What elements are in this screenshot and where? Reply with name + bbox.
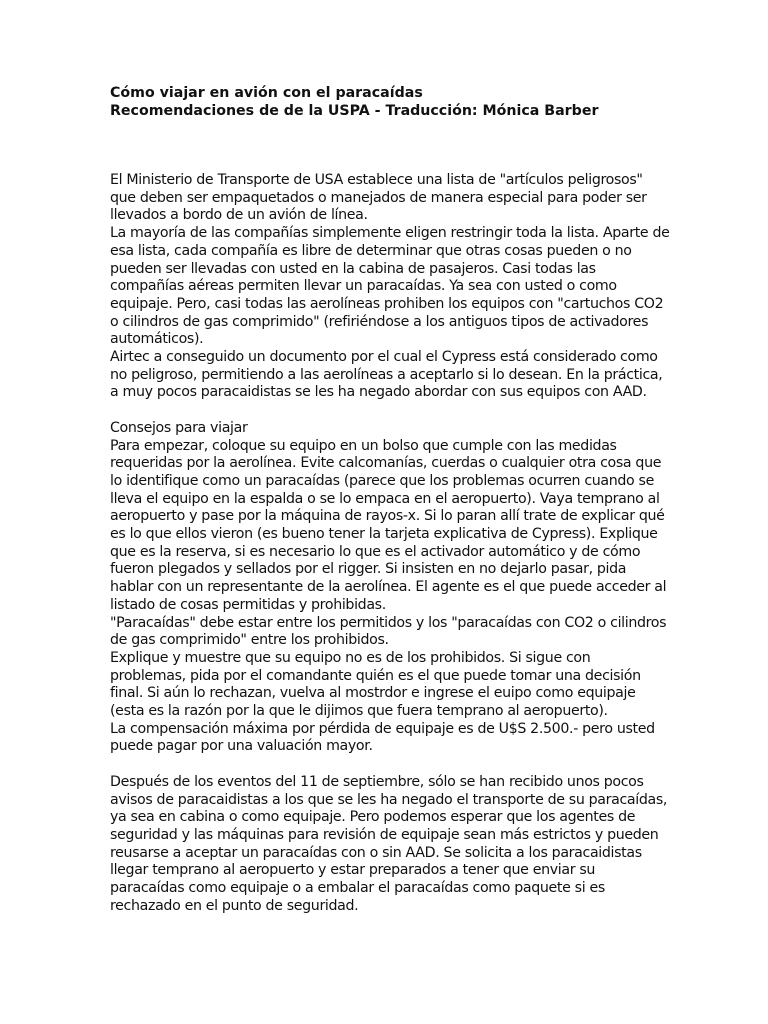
paragraph-spacer	[110, 402, 670, 420]
paragraph: La compensación máxima por pérdida de equipaje es de U$S 2.500.- pero usted puede pagar por una valuación mayor.	[110, 720, 655, 755]
paragraph: Después de los eventos del 11 de septiembre, sólo se han recibido unos pocos avisos de paracaidistas a los que se les ha negado el transporte de su paracaídas, ya sea en cabina o como equipaje. Pero podemos esperar que los agentes de seguridad y las máquinas para revisión de equipaje sean más estrictos y pueden reusarse a aceptar un paracaídas con o sin AAD. Se solicita a los paracaidistas llegar temprano al aeropuerto y estar preparados a tener que enviar su paracaídas como equipaje o a embalar el paracaídas como paquete si es rechazado en el punto de seguridad.	[110, 773, 668, 914]
document-page	[110, 84, 670, 916]
document-title: Cómo viajar en avión con el paracaídas	[110, 85, 423, 101]
paragraph: Explique y muestre que su equipo no es de los prohibidos. Si sigue con problemas, pida por el comandante quién es el que puede tomar una decisión final. Si aún lo rechazan, vuelva al mostrdor e ingrese el euipo como equipaje (esta es la razón por la que le dijimos que fuera temprano al aeropuerto).	[110, 649, 641, 720]
document-subtitle: Recomendaciones de de la USPA - Traducción: Mónica Barber	[110, 103, 599, 119]
paragraph-spacer	[110, 756, 670, 774]
section-heading: Consejos para viajar	[110, 419, 248, 436]
paragraph: Airtec a conseguido un documento por el cual el Cypress está considerado como no peligroso, permitiendo a las aerolíneas a aceptarlo si lo desean. En la práctica, a muy pocos paracaidistas se les ha negado abordar con sus equipos con AAD.	[110, 349, 663, 401]
paragraph: "Paracaídas" debe estar entre los permitidos y los "paracaídas con CO2 o cilindros de gas comprimido" entre los prohibidos.	[110, 614, 667, 649]
paragraph: La mayoría de las compañías simplemente eligen restringir toda la lista. Aparte de esa lista, cada compañía es libre de determinar que otras cosas pueden o no pueden ser llevadas con usted en la cabina de pasajeros. Casi todas las compañías aéreas permiten llevar un paracaídas. Ya sea con usted o como equipaje. Pero, casi todas las aerolíneas prohiben los equipos con "cartuchos CO2 o cilindros de gas comprimido" (refiriéndose a los antiguos tipos de activadores automáticos).	[110, 225, 670, 348]
paragraph: El Ministerio de Transporte de USA establece una lista de "artículos peligrosos" que deben ser empaquetados o manejados de manera especial para poder ser llevados a bordo de un avión de línea.	[110, 172, 647, 224]
paragraph: Para empezar, coloque su equipo en un bolso que cumple con las medidas requeridas por la aerolínea. Evite calcomanías, cuerdas o cualquier otra cosa que lo identifique como un paracaídas (parece que los problemas ocurren cuando se lleva el equipo en la espalda o se lo empaca en el aeropuerto). Vaya temprano al aeropuerto y pase por la máquina de rayos-x. Si lo paran allí trate de explicar qué es lo que ellos vieron (es bueno tener la tarjeta explicativa de Cypress). Explique que es la reserva, si es necesario lo que es el activador automático y de cómo fueron plegados y sellados por el rigger. Si insisten en no dejarlo pasar, pida hablar con un representante de la aerolínea. El agente es el que puede acceder al listado de cosas permitidas y prohibidas.	[110, 437, 667, 613]
title-block	[110, 84, 670, 120]
